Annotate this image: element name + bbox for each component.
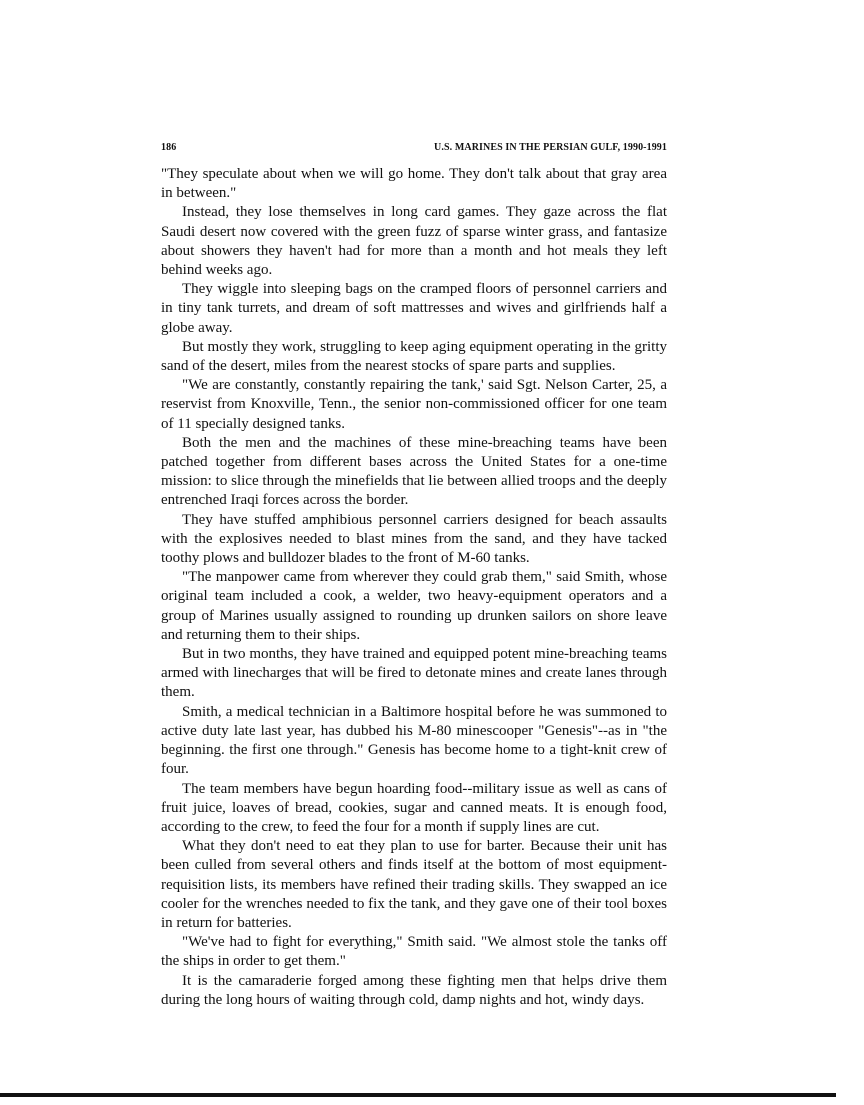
running-title: U.S. MARINES IN THE PERSIAN GULF, 1990-1991 [434,142,667,153]
body-text [161,165,667,1010]
paragraph: They wiggle into sleeping bags on the cramped floors of personnel carriers and in tiny tank turrets, and dream of soft mattresses and wives and girlfriends half a globe away. [161,281,667,336]
paragraph: It is the camaraderie forged among these fighting men that helps drive them during the long hours of waiting through cold, damp nights and hot, windy days. [161,972,667,1008]
paragraph: But mostly they work, struggling to keep aging equipment operating in the gritty sand of the desert, miles from the nearest stocks of spare parts and supplies. [161,338,667,375]
paragraph: What they don't need to eat they plan to use for barter. Because their unit has been culled from several others and finds itself at the bottom of most equipment-requisition lists, its members have refined their trading skills. They swapped an ice cooler for the wrenches needed to fix the tank, and they gave one of their tool boxes in return for batteries. [161,838,667,931]
paragraph: "They speculate about when we will go home. They don't talk about that gray area in between." [161,166,667,202]
paragraph: Both the men and the machines of these mine-breaching teams have been patched together from different bases across the United States for a one-time mission: to slice through the minefields that lie between allied troops and the deeply entrenched Iraqi forces across the border. [161,434,667,509]
page-header [161,142,667,156]
paragraph: "We are constantly, constantly repairing the tank,' said Sgt. Nelson Carter, 25, a reservist from Knoxville, Tenn., the senior non-commissioned officer for one team of 11 specially designed tanks. [161,377,667,432]
paragraph: But in two months, they have trained and equipped potent mine-breaching teams armed with linecharges that will be fired to detonate mines and create lanes through them. [161,646,667,701]
paragraph: Instead, they lose themselves in long card games. They gaze across the flat Saudi desert now covered with the green fuzz of sparse winter grass, and fantasize about showers they haven't had for more than a month and hot meals they left behind weeks ago. [161,204,667,279]
bottom-rule [0,1093,836,1097]
paragraph: "The manpower came from wherever they could grab them," said Smith, whose original team included a cook, a welder, two heavy-equipment operators and a group of Marines usually assigned to rounding up drunken sailors on shore leave and returning them to their ships. [161,569,667,643]
paragraph: "We've had to fight for everything," Smith said. "We almost stole the tanks off the ships in order to get them." [161,934,667,970]
paragraph: They have stuffed amphibious personnel carriers designed for beach assaults with the explosives needed to blast mines from the sand, and they have tacked toothy plows and bulldozer blades to the front of M-60 tanks. [161,511,667,567]
paragraph: Smith, a medical technician in a Baltimore hospital before he was summoned to active duty late last year, has dubbed his M-80 minescooper "Genesis"--as in "the beginning. the first one through." Genesis has become home to a tight-knit crew of four. [161,703,667,778]
page-number: 186 [161,142,177,153]
paragraph: The team members have begun hoarding food--military issue as well as cans of fruit juice, loaves of bread, cookies, sugar and canned meats. It is enough food, according to the crew, to feed the four for a month if supply lines are cut. [161,780,667,835]
